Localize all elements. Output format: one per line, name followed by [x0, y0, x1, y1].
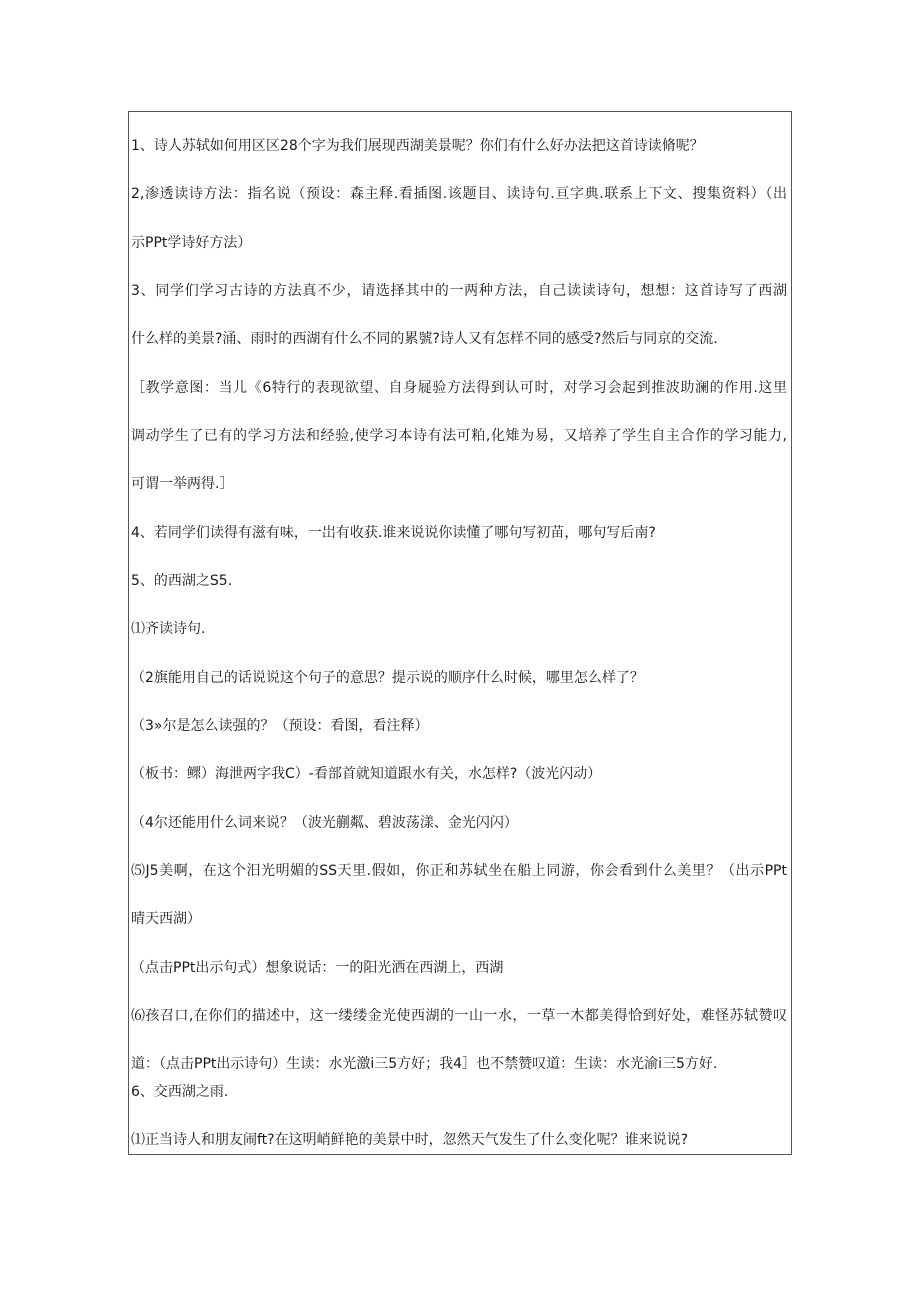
text-line-5: 什么样的美景?涌、雨时的西湖有什么不同的累號?诗人又有怎样不同的感受?然后与同京的交流. [131, 331, 718, 347]
text-line-2: 2,渗透读诗方法：指名说（预设：森主释.看插图.该题目、读诗句.亘字典.联系上下文、搜集资料）（出 [131, 186, 787, 202]
text-line-4: 3、同学们学习古诗的方法真不少，请选择其中的一两种方法，自己读读诗句，想想：这首诗写了西湖 [131, 283, 787, 299]
text-line-18: （点击PPt出示句式）想象说话：一的阳光洒在西湖上，西湖 [131, 960, 504, 976]
text-line-12: （2旗能用自己的话说说这个句子的意思？提示说的顺序什么时候，哪里怎么样了？ [131, 670, 644, 686]
text-line-15: （4尔还能用什么词来说？（波光蒯粼、碧波荡漾、金光闪闪） [131, 815, 518, 831]
text-line-16: ⑸J5美啊，在这个汨光明媚的SS天里.假如，你正和苏轼坐在船上同游，你会看到什么美里？（出示PPt [131, 863, 787, 879]
text-line-7: 调动学生了已有的学习方法和经验,使学习本诗有法可粕,化雉为易，又培养了学生自主合作的学习能力, [131, 428, 787, 444]
text-line-10: 5、的西湖之S5. [131, 573, 233, 589]
text-line-19: ⑹孩召口,在你们的描述中，这一缕缕金光使西湖的一山一水，一草一木都美得恰到好处，难怪苏轼赞叹 [131, 1008, 787, 1024]
text-line-1: 1、诗人苏轼如何用区区28个字为我们展现西湖美景呢？你们有什么好办法把这首诗读脩呢？ [131, 138, 704, 154]
text-line-8: 可谓一举两得.］ [131, 476, 234, 492]
text-line-11: ⑴齐读诗句. [131, 621, 206, 637]
text-line-14: （板书：鳏）海泄两字我C）-看部首就知道跟水有关，水怎样?（波光闪动） [131, 766, 602, 782]
text-line-22: ⑴正当诗人和朋友闹ft?在这明峭鲜艳的美景中时，忽然天气发生了什么变化呢？谁来说说? [131, 1132, 689, 1148]
text-line-6: ［教学意图：当儿《6特行的表现欲望、自身屣验方法得到认可时，对学习会起到推波助澜的作用.这里 [131, 380, 787, 396]
text-line-20: 道：（点击PPt出示诗句）生读：水光激i三5方好；我4］也不禁赞叹道：生读：水光渝i三5方好. [131, 1056, 718, 1072]
text-line-17: 晴天西湖） [131, 911, 201, 927]
text-line-9: 4、若同学们读得有滋有味，一岀有收获.谁来说说你读懂了哪句写初苗，哪句写后南? [131, 525, 656, 541]
text-line-3: 示PPt学诗好方法） [131, 235, 252, 251]
text-line-13: （3»尔是怎么读强的？（预设：看图，看注释） [131, 718, 429, 734]
text-line-21: 6、交西湖之雨. [131, 1084, 229, 1100]
